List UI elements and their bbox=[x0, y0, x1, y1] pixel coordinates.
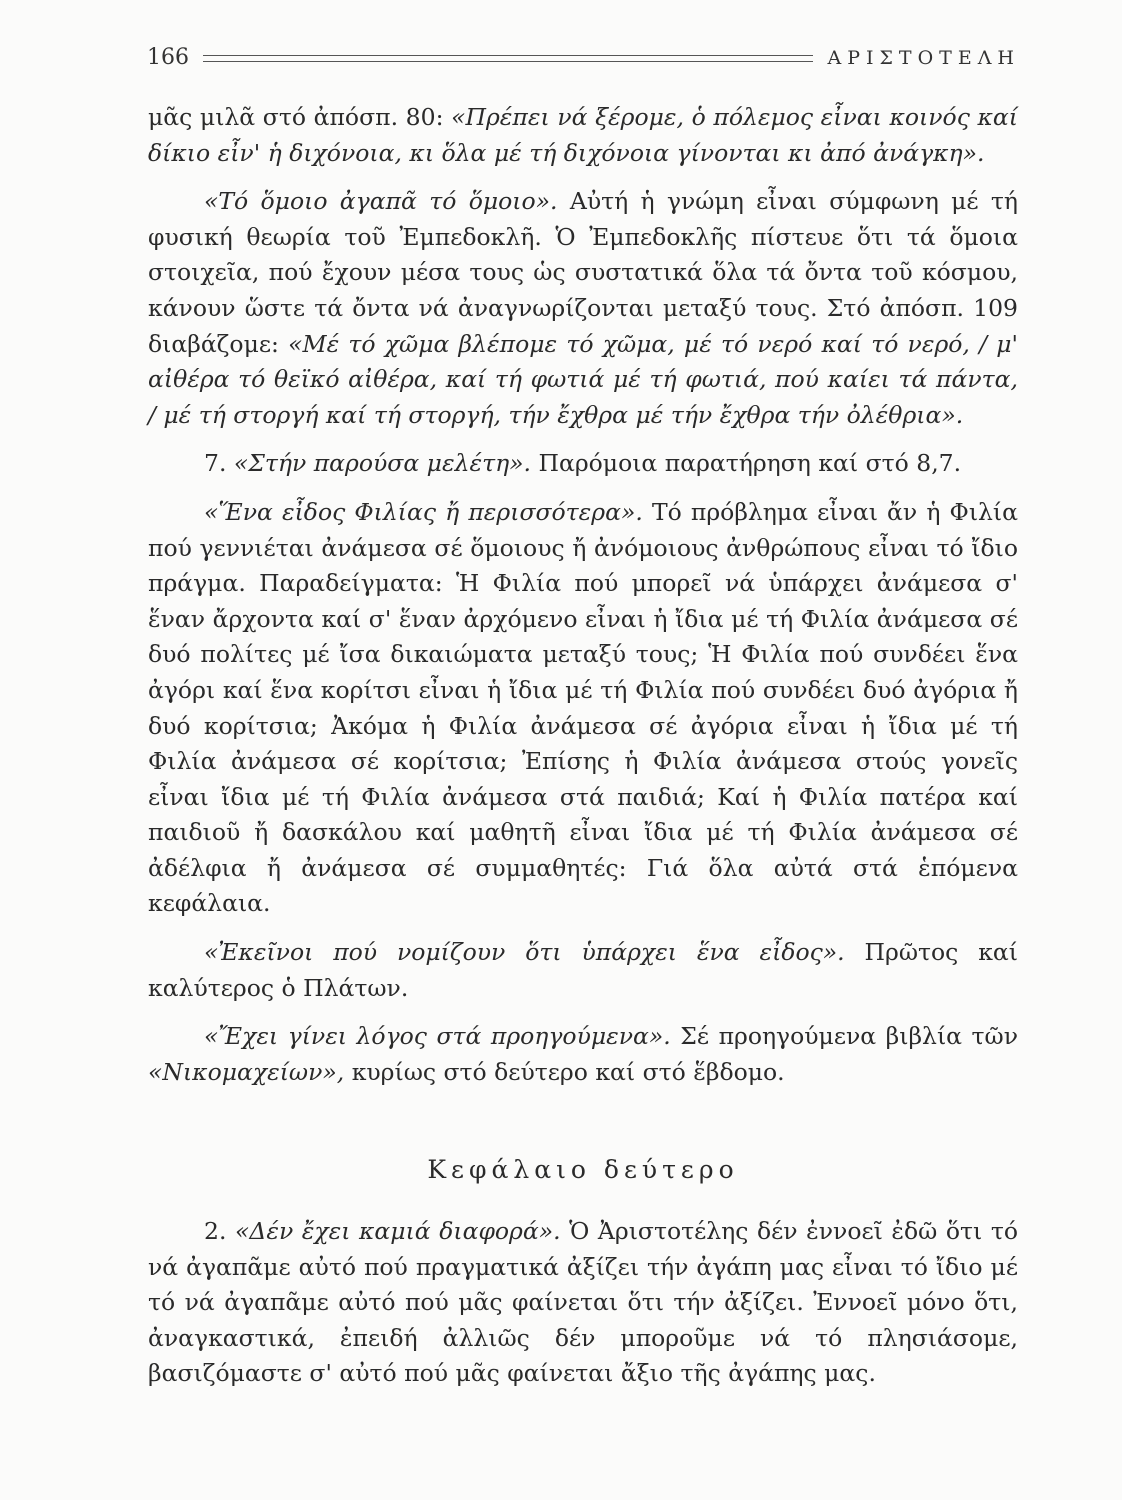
quotation: «Πρέπει νά ξέρομε, ὁ πόλεμος εἶναι κοινός καί δίκιο εἶν' ἡ διχόνοια, κι ὅλα μέ τή διχόνοια γίνονται κι ἀπό ἀνάγκη». bbox=[148, 103, 1018, 167]
paragraph-4 bbox=[148, 495, 1018, 922]
page-number: 166 bbox=[147, 45, 189, 70]
body-text bbox=[148, 100, 1018, 1405]
paragraph-text: κυρίως στό δεύτερο καί στό ἕβδομο. bbox=[344, 1057, 785, 1086]
lemma-quotation: «Στήν παρούσα μελέτη». bbox=[233, 449, 531, 478]
note-number: 7. bbox=[204, 449, 234, 478]
paragraph-text: Πρῶτος καί καλύτερος ὁ Πλάτων. bbox=[148, 938, 1018, 1002]
paragraph-text: Σέ προηγούμενα βιβλία τῶν bbox=[670, 1022, 1018, 1051]
paragraph-text: Ὁ Ἀριστοτέλης δέν ἐννοεῖ ἐδῶ ὅτι τό νά ἀγαπᾶμε αὐτό πού πραγματικά ἀξίζει τήν ἀγάπη μας εἶναι τό ἴδιο μέ τό νά ἀγαπᾶμε αὐτό πού μᾶς φαίνεται ὅτι τήν ἀξίζει. Ἐννοεῖ μόνο ὅτι, ἀναγκαστικά, ἐπειδή ἀλλιῶς δέν μποροῦμε νά τό πλησιάσομε, βασιζόμαστε σ' αὐτό πού μᾶς φαίνεται ἄξιο τῆς ἀγάπης μας. bbox=[148, 1217, 1018, 1388]
paragraph-6 bbox=[148, 1019, 1018, 1090]
paragraph-7 bbox=[148, 1214, 1018, 1392]
paragraph-text: Αὐτή ἡ γνώμη εἶναι σύμφωνη μέ τή φυσική θεωρία τοῦ Ἐμπεδοκλῆ. Ὁ Ἐμπεδοκλῆς πίστευε ὅτι τά ὅμοια στοιχεῖα, πού ἔχουν μέσα τους ὡς συστατικά ὅλα τά ὄντα τοῦ κόσμου, κάνουν ὥστε τά ὄντα νά ἀναγνωρίζονται μεταξύ τους. Στό ἀπόσπ. 109 διαβάζομε: bbox=[148, 187, 1019, 358]
quotation: «Μέ τό χῶμα βλέπομε τό χῶμα, μέ τό νερό καί τό νερό, / μ' αἰθέρα τό θεϊκό αἰθέρα, καί τή φωτιά μέ τή φωτιά, πού καίει τά πάντα, / μέ τή στοργή καί τή στοργή, τήν ἔχθρα μέ τήν ἔχθρα τήν ὀλέθρια». bbox=[148, 329, 1018, 429]
title-quotation: «Νικομαχείων», bbox=[148, 1057, 345, 1086]
header-rule bbox=[203, 55, 813, 62]
lemma-quotation: «Τό ὅμοιο ἀγαπᾶ τό ὅμοιο». bbox=[204, 187, 558, 216]
running-title: ΑΡΙΣΤΟΤΕΛΗ bbox=[827, 47, 1020, 69]
chapter-heading: Κεφάλαιο δεύτερο bbox=[427, 1155, 739, 1185]
paragraph-3 bbox=[148, 446, 1018, 482]
paragraph-2 bbox=[148, 184, 1018, 433]
lemma-quotation: «Ἕνα εἶδος Φιλίας ἤ περισσότερα». bbox=[204, 497, 643, 526]
paragraph-1 bbox=[148, 100, 1018, 171]
lemma-quotation: «Δέν ἔχει καμιά διαφορά». bbox=[234, 1217, 561, 1246]
page-header bbox=[147, 42, 1020, 74]
paragraph-5 bbox=[148, 935, 1018, 1006]
lemma-quotation: «Ἔχει γίνει λόγος στά προηγούμενα». bbox=[204, 1022, 671, 1051]
paragraph-text: μᾶς μιλᾶ στό ἀπόσπ. 80: bbox=[148, 103, 452, 131]
note-number: 2. bbox=[204, 1217, 235, 1246]
paragraph-text: Τό πρόβλημα εἶναι ἄν ἡ Φιλία πού γεννιέται ἀνάμεσα σέ ὅμοιους ἤ ἀνόμοιους ἀνθρώπους εἶναι τό ἴδιο πράγμα. Παραδείγματα: Ἡ Φιλία πού μπορεῖ νά ὑπάρχει ἀνάμεσα σ' ἕναν ἄρχοντα καί σ' ἕναν ἀρχόμενο εἶναι ἡ ἴδια μέ τή Φιλία ἀνάμεσα σέ δυό πολίτες μέ ἴσα δικαιώματα μεταξύ τους; Ἡ Φιλία πού συνδέει ἕνα ἀγόρι καί ἕνα κορίτσι εἶναι ἡ ἴδια μέ τή Φιλία πού συνδέει δυό ἀγόρια ἤ δυό κορίτσια; Ἀκόμα ἡ Φιλία ἀνάμεσα σέ ἀγόρια εἶναι ἡ ἴδια μέ τή Φιλία ἀνάμεσα σέ κορίτσια; Ἐπίσης ἡ Φιλία ἀνάμεσα στούς γονεῖς εἶναι ἴδια μέ τή Φιλία ἀνάμεσα στά παιδιά; Καί ἡ Φιλία πατέρα καί παιδιοῦ ἤ δασκάλου καί μαθητῆ εἶναι ἴδια μέ τή Φιλία ἀνάμεσα σέ ἀδέλφια ἤ ἀνάμεσα σέ συμμαθητές: Γιά ὅλα αὐτά στά ἑπόμενα κεφάλαια. bbox=[148, 497, 1019, 918]
lemma-quotation: «Ἐκεῖνοι πού νομίζουν ὅτι ὑπάρχει ἕνα εἶδος». bbox=[204, 938, 845, 967]
paragraph-text: Παρόμοια παρατήρηση καί στό 8,7. bbox=[531, 449, 962, 478]
